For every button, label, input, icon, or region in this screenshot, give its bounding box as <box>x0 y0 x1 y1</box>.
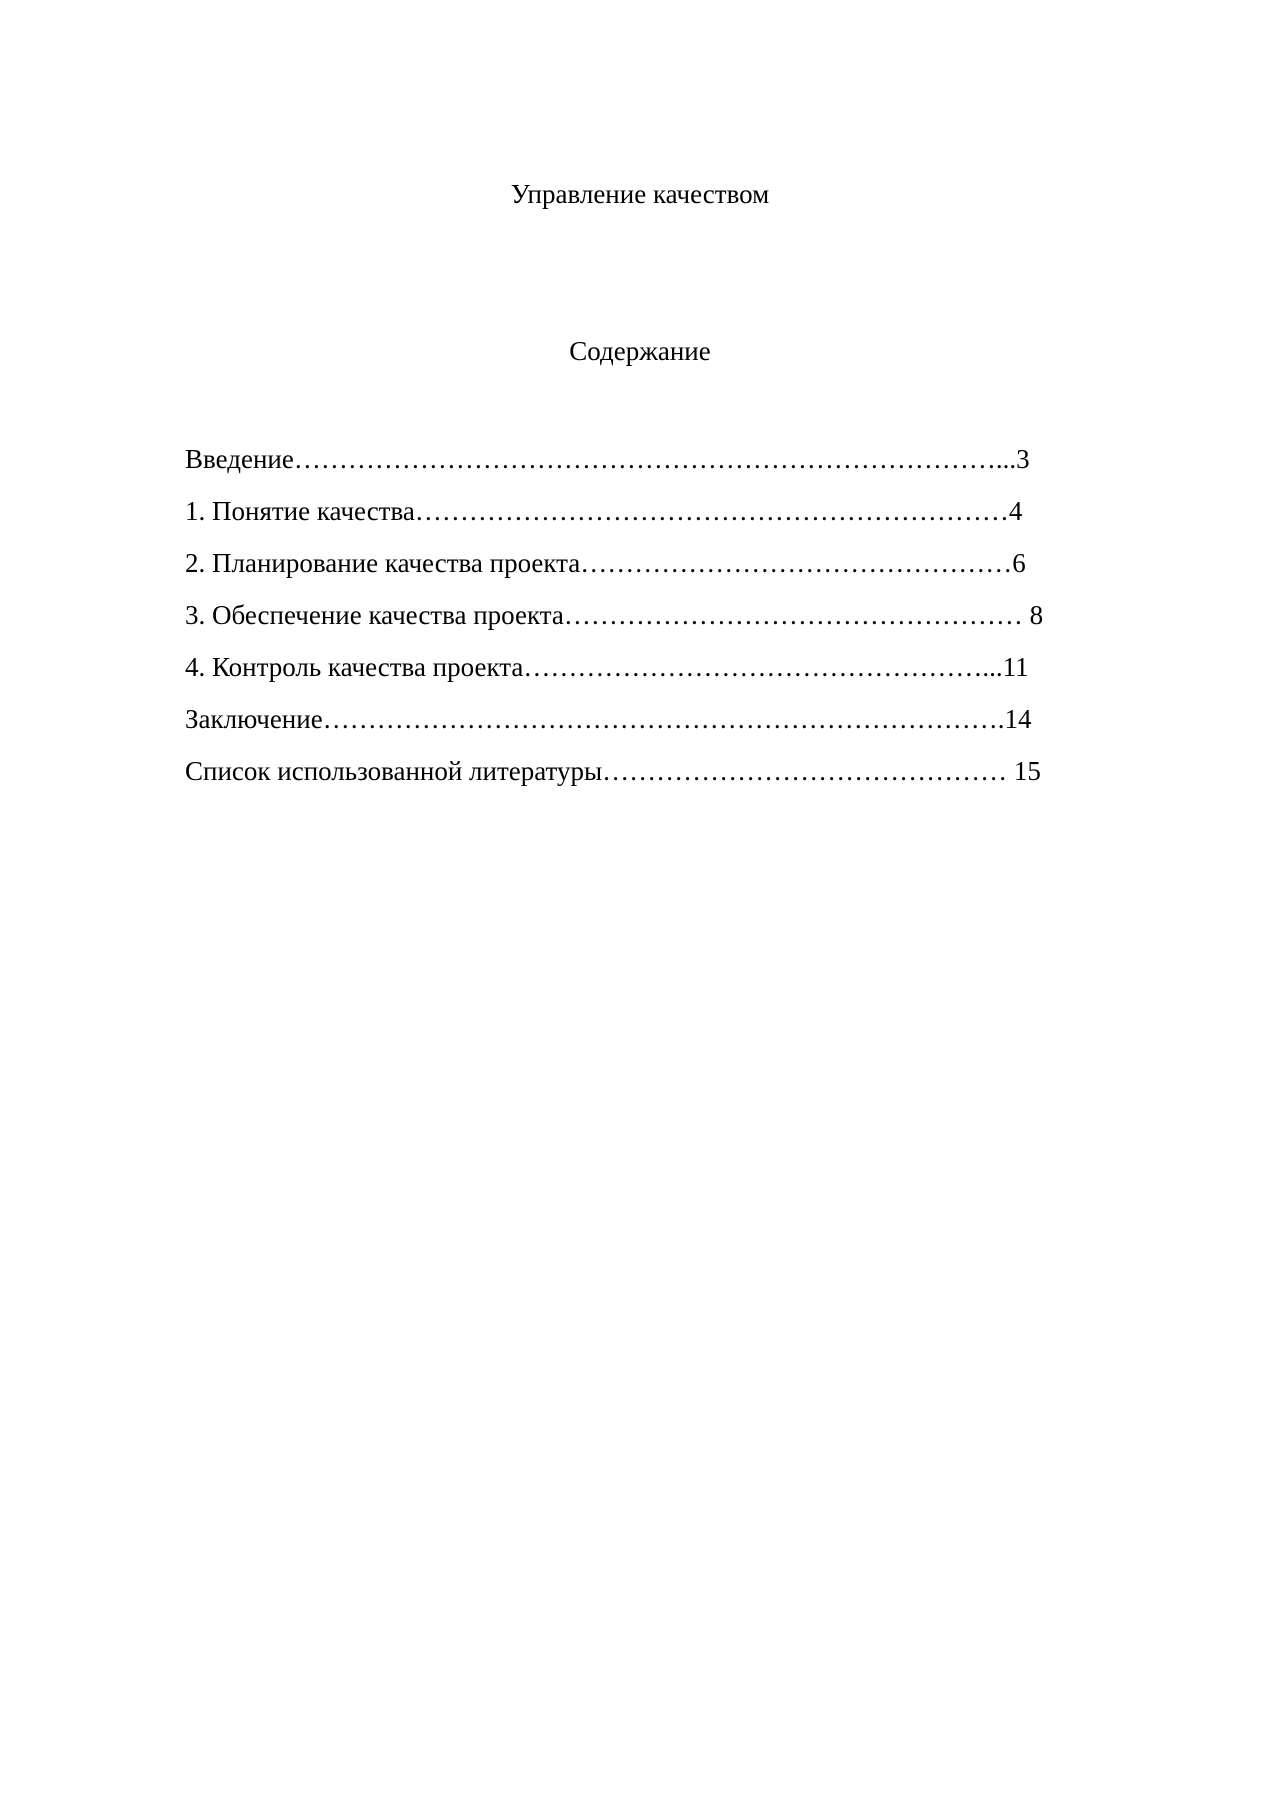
toc-entry-quality-assurance: 3. Обеспечение качества проекта…………………………………………… 8 <box>185 600 1044 630</box>
document-title: Управление качеством <box>510 179 770 209</box>
toc-entry-conclusion: Заключение………………………………………………………………….14 <box>185 704 1032 734</box>
toc-entry-quality-planning: 2. Планирование качества проекта…………………………………………6 <box>185 548 1026 578</box>
toc-entry-quality-concept: 1. Понятие качества…………………………………………………………4 <box>185 496 1023 526</box>
toc-heading: Содержание <box>569 336 711 366</box>
toc-entry-references: Список использованной литературы……………………………………… 15 <box>185 756 1041 786</box>
table-of-contents <box>185 433 1195 797</box>
toc-entry-introduction: Введение……………………………………………………………………...3 <box>185 444 1030 474</box>
toc-entry-quality-control: 4. Контроль качества проекта……………………………………………...11 <box>185 652 1029 682</box>
